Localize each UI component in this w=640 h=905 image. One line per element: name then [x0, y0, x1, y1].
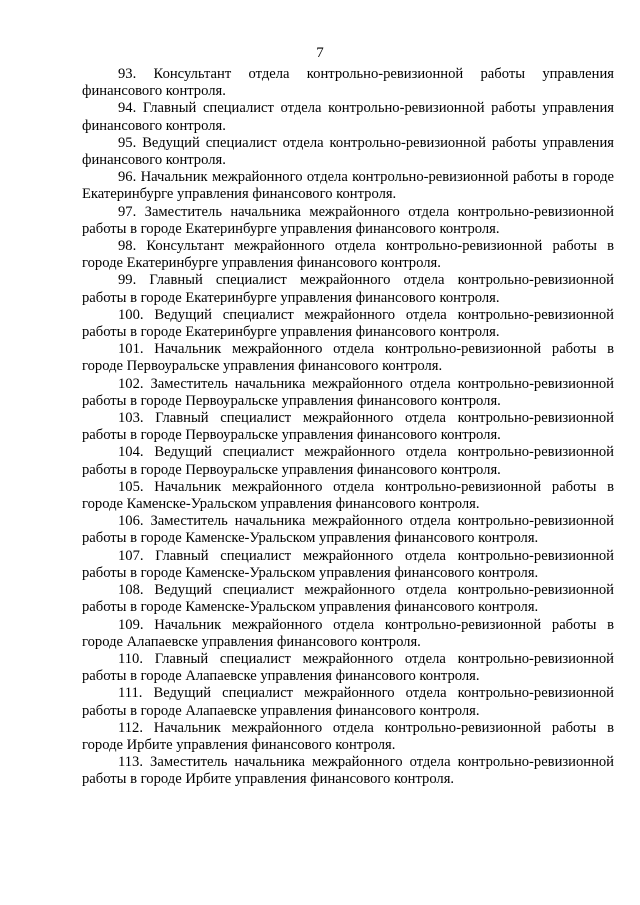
list-item: 113. Заместитель начальника межрайонного отдела контрольно-ревизионной работы в городе Ирбите управления финансового контроля.: [82, 754, 614, 788]
list-item: 100. Ведущий специалист межрайонного отдела контрольно-ревизионной работы в городе Екатеринбурге управления финансового контроля.: [82, 306, 614, 341]
list-item: 104. Ведущий специалист межрайонного отдела контрольно-ревизионной работы в городе Первоуральске управления финансового контроля.: [82, 444, 614, 478]
list-item: 97. Заместитель начальника межрайонного отдела контрольно-ревизионной работы в городе Екатеринбурге управления финансового контроля.: [82, 203, 614, 237]
list-item: 108. Ведущий специалист межрайонного отдела контрольно-ревизионной работы в городе Каменске-Уральском управления финансового контроля.: [82, 582, 614, 616]
list-item: 96. Начальник межрайонного отдела контрольно-ревизионной работы в городе Екатеринбурге управления финансового контроля.: [82, 169, 614, 203]
page-number: 7: [316, 45, 324, 61]
list-item: 102. Заместитель начальника межрайонного отдела контрольно-ревизионной работы в городе Первоуральске управления финансового контроля.: [82, 375, 614, 409]
list-item: 94. Главный специалист отдела контрольно-ревизионной работы управления финансового контроля.: [82, 100, 614, 134]
list-item: 103. Главный специалист межрайонного отдела контрольно-ревизионной работы в городе Первоуральске управления финансового контроля.: [82, 410, 614, 444]
list-item: 109. Начальник межрайонного отдела контрольно-ревизионной работы в городе Алапаевске управления финансового контроля.: [82, 616, 614, 650]
list-item: 111. Ведущий специалист межрайонного отдела контрольно-ревизионной работы в городе Алапаевске управления финансового контроля.: [82, 685, 614, 719]
list-item: 99. Главный специалист межрайонного отдела контрольно-ревизионной работы в городе Екатеринбурге управления финансового контроля.: [82, 272, 614, 306]
list-item: 107. Главный специалист межрайонного отдела контрольно-ревизионной работы в городе Каменске-Уральском управления финансового контроля.: [82, 547, 614, 581]
list-item: 93. Консультант отдела контрольно-ревизионной работы управления финансового контроля.: [82, 66, 614, 100]
list-item: 98. Консультант межрайонного отдела контрольно-ревизионной работы в городе Екатеринбурге управления финансового контроля.: [82, 238, 614, 272]
list-item: 95. Ведущий специалист отдела контрольно-ревизионной работы управления финансового контроля.: [82, 134, 614, 169]
position-list: [82, 66, 614, 789]
list-item: 110. Главный специалист межрайонного отдела контрольно-ревизионной работы в городе Алапаевске управления финансового контроля.: [82, 650, 614, 685]
list-item: 101. Начальник межрайонного отдела контрольно-ревизионной работы в городе Первоуральске управления финансового контроля.: [82, 341, 614, 375]
list-item: 112. Начальник межрайонного отдела контрольно-ревизионной работы в городе Ирбите управления финансового контроля.: [82, 719, 614, 753]
list-item: 106. Заместитель начальника межрайонного отдела контрольно-ревизионной работы в городе Каменске-Уральском управления финансового контроля.: [82, 513, 614, 547]
list-item: 105. Начальник межрайонного отдела контрольно-ревизионной работы в городе Каменске-Уральском управления финансового контроля.: [82, 478, 614, 513]
